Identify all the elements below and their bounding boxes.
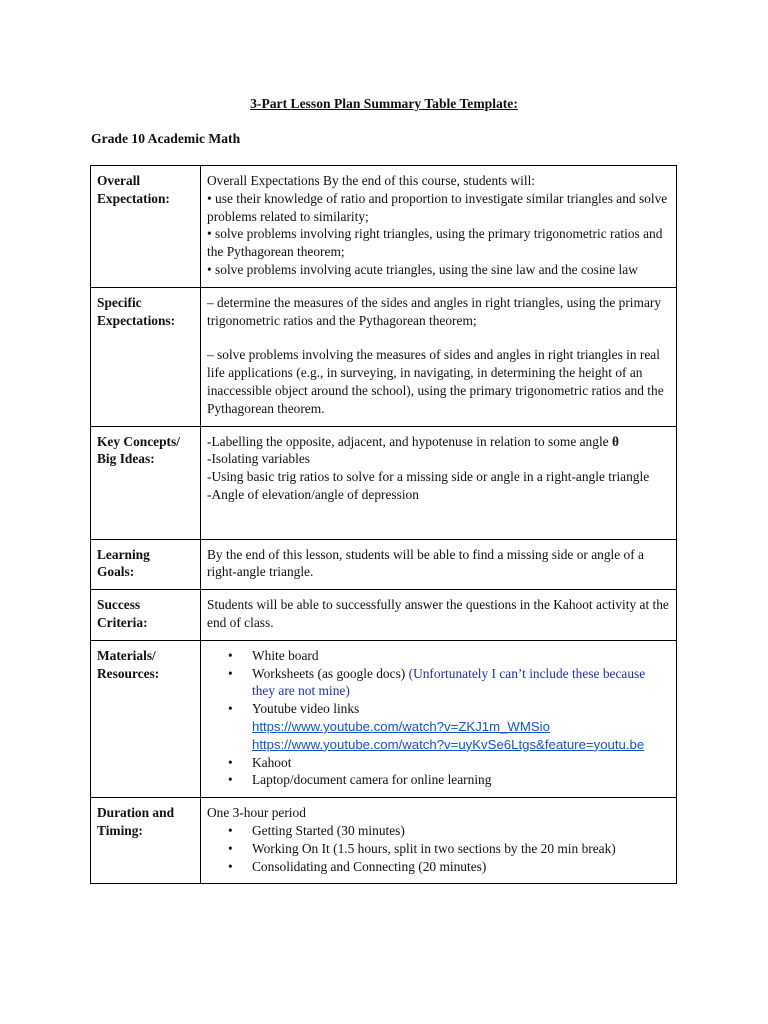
label-materials-resources: Materials/ Resources:: [91, 640, 201, 797]
theta-symbol: θ: [611, 433, 619, 449]
lesson-plan-table: [90, 165, 677, 884]
list-item: • White board: [252, 647, 670, 665]
label-learning-goals: Learning Goals:: [91, 539, 201, 590]
materials-list: [207, 647, 670, 789]
youtube-link-2[interactable]: https://www.youtube.com/watch?v=uyKvSe6Ltgs&feature=youtu.be: [252, 736, 645, 752]
list-item: • Working On It (1.5 hours, split in two sections by the 20 min break): [252, 840, 670, 858]
row-overall-expectation: [91, 166, 677, 288]
label-overall-expectation: Overall Expectation:: [91, 166, 201, 288]
list-item: • Laptop/document camera for online learning: [252, 771, 670, 789]
overall-intro: Overall Expectations By the end of this course, students will:: [207, 173, 536, 188]
list-item: • Getting Started (30 minutes): [252, 822, 670, 840]
row-success-criteria: [91, 590, 677, 641]
overall-item: • use their knowledge of ratio and proportion to investigate similar triangles and solve problems related to similarity;: [207, 190, 668, 224]
row-materials-resources: [91, 640, 677, 797]
document-subtitle: Grade 10 Academic Math: [91, 131, 241, 146]
specific-item: – determine the measures of the sides and angles in right triangles, using the primary trigonometric ratios and the Pythagorean theorem;: [207, 294, 662, 328]
content-overall-expectation: [201, 166, 677, 288]
label-duration-timing: Duration and Timing:: [91, 798, 201, 884]
content-key-concepts: [201, 426, 677, 539]
list-item: • Youtube video links https://www.youtube.com/watch?v=ZKJ1m_WMSio https://www.youtube.com/watch?v=uyKvSe6Ltgs&feature=youtu.be: [252, 700, 670, 753]
content-learning-goals: By the end of this lesson, students will be able to find a missing side or angle of a right-angle triangle.: [201, 539, 677, 590]
youtube-link-1[interactable]: https://www.youtube.com/watch?v=ZKJ1m_WMSio: [252, 718, 550, 734]
concept-item: -Isolating variables: [207, 451, 310, 467]
overall-item: • solve problems involving right triangles, using the primary trigonometric ratios and the Pythagorean theorem;: [207, 226, 663, 260]
list-item: • Worksheets (as google docs) (Unfortunately I can’t include these because they are not mine): [252, 665, 670, 701]
overall-item: • solve problems involving acute triangles, using the sine law and the cosine law: [207, 261, 638, 277]
concept-item: -Labelling the opposite, adjacent, and hypotenuse in relation to some angle θ: [207, 433, 619, 449]
list-item: • Consolidating and Connecting (20 minutes): [252, 858, 670, 876]
concept-item: -Using basic trig ratios to solve for a missing side or angle in a right-angle triangle: [207, 469, 650, 485]
document-title: 3-Part Lesson Plan Summary Table Template:: [250, 96, 518, 111]
label-key-concepts: Key Concepts/ Big Ideas:: [91, 426, 201, 539]
concept-item: -Angle of elevation/angle of depression: [207, 486, 419, 502]
row-specific-expectations: [91, 287, 677, 426]
label-success-criteria: Success Criteria:: [91, 590, 201, 641]
row-key-concepts: [91, 426, 677, 539]
list-item: • Kahoot: [252, 754, 670, 772]
specific-item: – solve problems involving the measures of sides and angles in right triangles in real life applications (e.g., in surveying, in navigating, in determining the height of an inaccessible object around the school), using the primary trigonometric ratios and the Pythagorean theorem.: [207, 347, 664, 416]
label-specific-expectations: Specific Expectations:: [91, 287, 201, 426]
duration-intro: One 3-hour period: [207, 805, 306, 821]
content-specific-expectations: [201, 287, 677, 426]
duration-list: [207, 822, 670, 875]
worksheets-note: (Unfortunately I can’t include these because they are not mine): [252, 665, 646, 699]
content-success-criteria: Students will be able to successfully answer the questions in the Kahoot activity at the end of class.: [201, 590, 677, 641]
row-learning-goals: [91, 539, 677, 590]
content-duration-timing: [201, 798, 677, 884]
row-duration-timing: [91, 798, 677, 884]
content-materials-resources: [201, 640, 677, 797]
